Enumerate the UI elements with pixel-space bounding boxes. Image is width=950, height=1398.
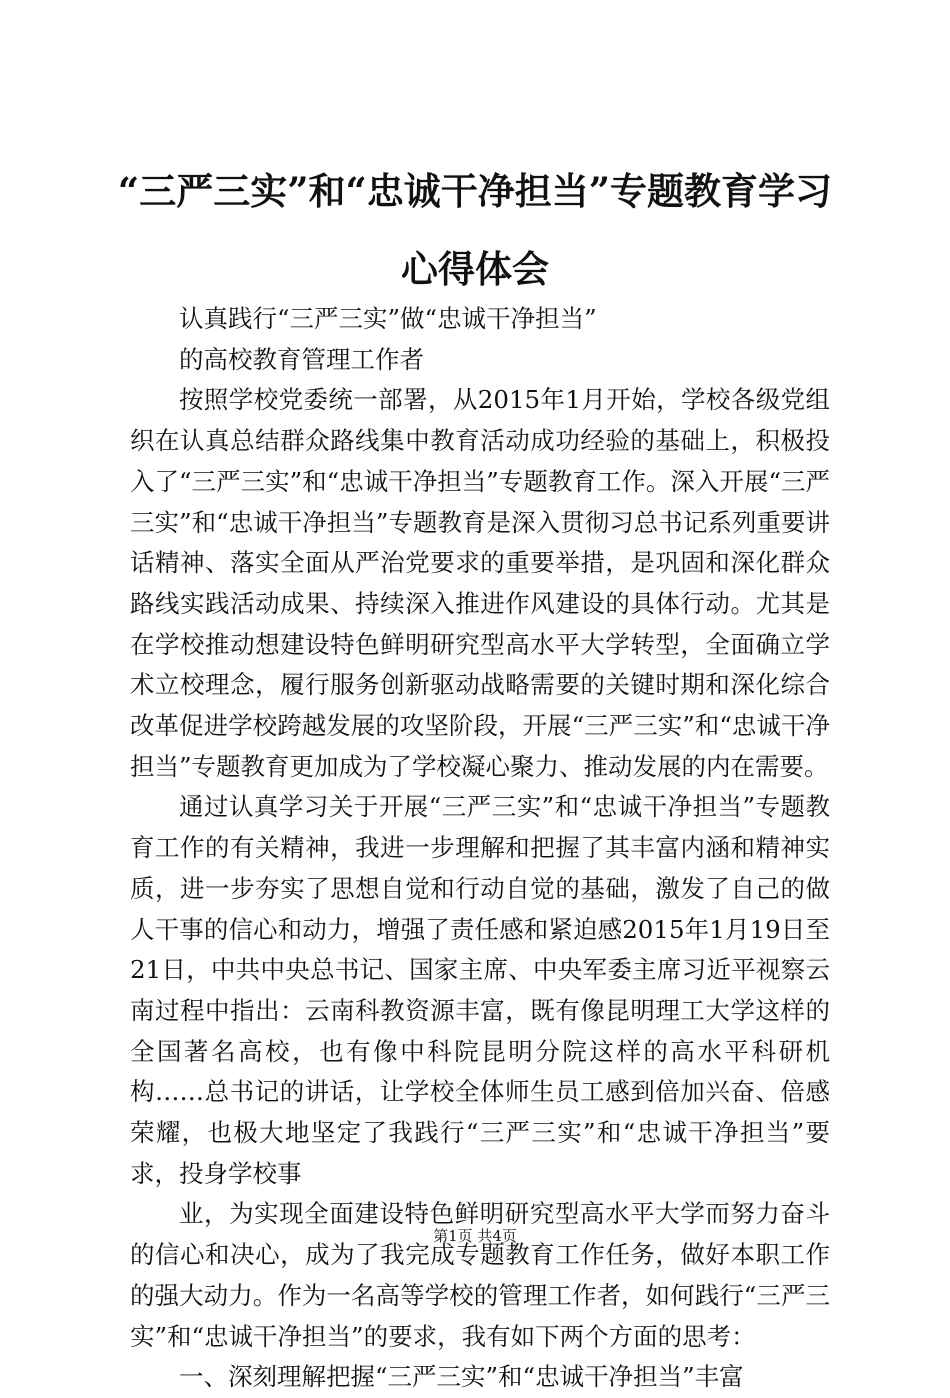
page-number-footer: 第1页 共4页	[433, 1227, 517, 1245]
paragraph-3: 业，为实现全面建设特色鲜明研究型高水平大学而努力奋斗的信心和决心，成为了我完成专题教育工作任务，做好本职工作的强大动力。作为一名高等学校的管理工作者，如何践行“三严三实”和“忠诚干净担当”的要求，我有如下两个方面的思考：	[130, 1199, 830, 1351]
subtitle-line-1: 认真践行“三严三实”做“忠诚干净担当”	[179, 304, 597, 333]
paragraph-2: 通过认真学习关于开展“三严三实”和“忠诚干净担当”专题教育工作的有关精神，我进一步理解和把握了其丰富内涵和精神实质，进一步夯实了思想自觉和行动自觉的基础，激发了自己的做人干事的信心和动力，增强了责任感和紧迫感2015年1月19日至21日，中共中央总书记、国家主席、中央军委主席习近平视察云南过程中指出：云南科教资源丰富，既有像昆明理工大学这样的全国著名高校，也有像中科院昆明分院这样的高水平科研机构……总书记的讲话，让学校全体师生员工感到倍加兴奋、倍感荣耀，也极大地坚定了我践行“三严三实”和“忠诚干净担当”要求，投身学校事	[130, 792, 830, 1188]
paragraph-1: 按照学校党委统一部署，从2015年1月开始，学校各级党组织在认真总结群众路线集中教育活动成功经验的基础上，积极投入了“三严三实”和“忠诚干净担当”专题教育工作。深入开展“三严三实”和“忠诚干净担当”专题教育是深入贯彻习总书记系列重要讲话精神、落实全面从严治党要求的重要举措，是巩固和深化群众路线实践活动成果、持续深入推进作风建设的具体行动。尤其是在学校推动想建设特色鲜明研究型高水平大学转型，全面确立学术立校理念，履行服务创新驱动战略需要的关键时期和深化综合改革促进学校跨越发展的攻坚阶段，开展“三严三实”和“忠诚干净担当”专题教育更加成为了学校凝心聚力、推动发展的内在需要。	[130, 385, 830, 781]
paragraph-4: 一、深刻理解把握“三严三实”和“忠诚干净担当”丰富	[179, 1362, 744, 1392]
subtitle-line-2: 的高校教育管理工作者	[179, 344, 424, 374]
document-title: “三严三实”和“忠诚干净担当”专题教育学习心得体会	[117, 169, 833, 291]
